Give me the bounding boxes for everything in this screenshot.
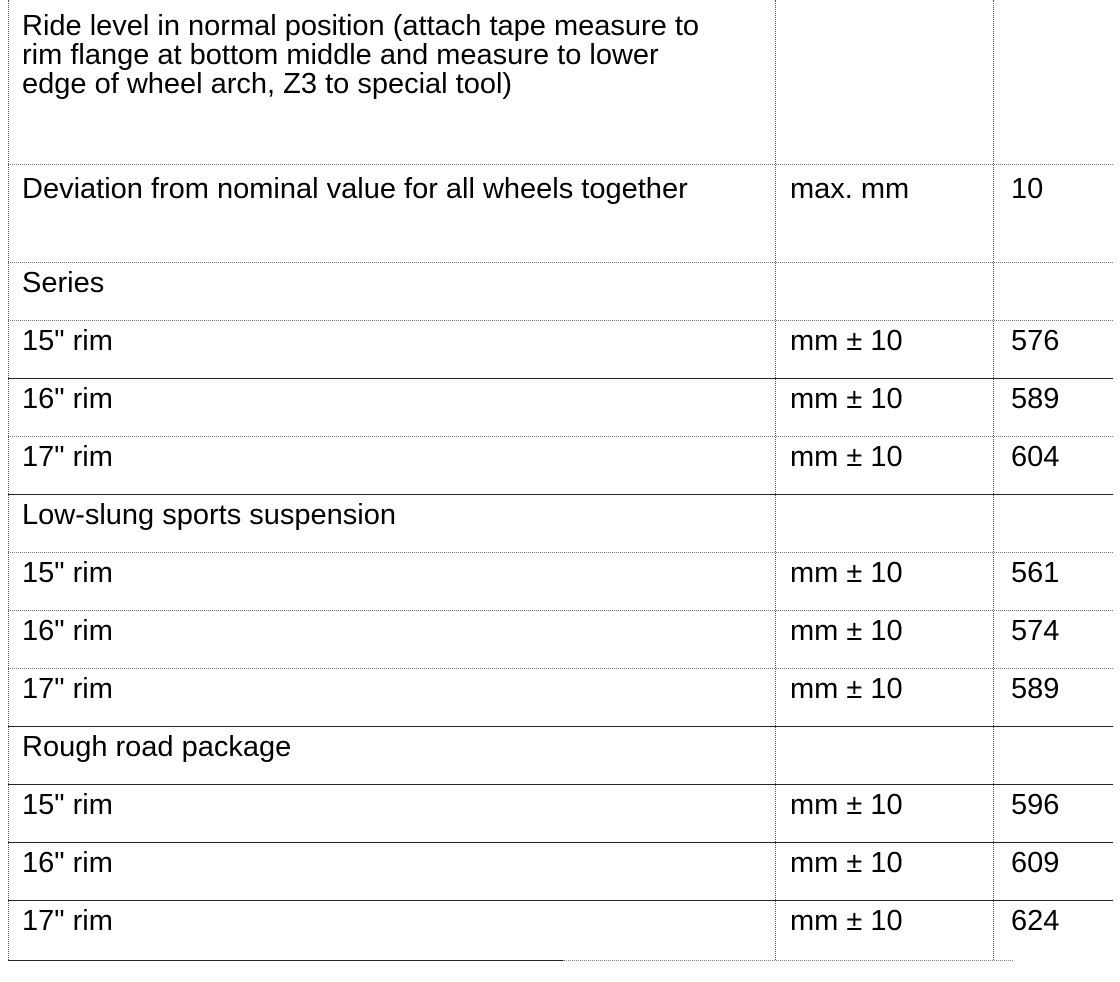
low-slung-heading: Low-slung sports suspension	[22, 499, 396, 531]
section-heading-low-slung	[8, 494, 1113, 550]
tolerance-unit: mm ± 10	[790, 905, 903, 937]
ride-height-value: 589	[1011, 673, 1060, 705]
tolerance-unit: mm ± 10	[790, 557, 903, 589]
rim-size: 17" rim	[22, 905, 113, 937]
deviation-description: Deviation from nominal value for all wheels together	[22, 173, 688, 205]
table-row	[8, 378, 1113, 434]
rim-size: 15" rim	[22, 325, 113, 357]
ride-level-description: Ride level in normal position (attach tape measure to rim flange at bottom middle and measure to lower edge of wheel arch, Z3 to special tool)	[22, 10, 700, 100]
tolerance-unit: mm ± 10	[790, 847, 903, 879]
ride-height-value: 576	[1011, 325, 1060, 357]
table-row	[8, 552, 1113, 608]
ride-height-value: 574	[1011, 615, 1060, 647]
rim-size: 15" rim	[22, 789, 113, 821]
rim-size: 15" rim	[22, 557, 113, 589]
table-row-ride-level-intro	[8, 8, 1113, 162]
rim-size: 16" rim	[22, 383, 113, 415]
rim-size: 16" rim	[22, 847, 113, 879]
ride-height-value: 609	[1011, 847, 1060, 879]
ride-height-value: 589	[1011, 383, 1060, 415]
rim-size: 17" rim	[22, 441, 113, 473]
tolerance-unit: mm ± 10	[790, 615, 903, 647]
tolerance-unit: mm ± 10	[790, 325, 903, 357]
ride-height-value: 596	[1011, 789, 1060, 821]
section-heading-rough-road	[8, 726, 1113, 782]
table-row	[8, 436, 1113, 492]
rim-size: 16" rim	[22, 615, 113, 647]
table-row	[8, 900, 1113, 958]
section-heading-series	[8, 262, 1113, 318]
rim-size: 17" rim	[22, 673, 113, 705]
table-bottom-border	[8, 960, 563, 961]
ride-height-value: 604	[1011, 441, 1060, 473]
tolerance-unit: mm ± 10	[790, 441, 903, 473]
table-row	[8, 320, 1113, 376]
tolerance-unit: mm ± 10	[790, 673, 903, 705]
ride-height-value: 624	[1011, 905, 1060, 937]
deviation-unit: max. mm	[790, 173, 910, 205]
table-row	[8, 610, 1113, 666]
table-row	[8, 668, 1113, 724]
table-row	[8, 842, 1113, 898]
tolerance-unit: mm ± 10	[790, 383, 903, 415]
series-heading: Series	[22, 267, 105, 299]
table-bottom-border-dotted	[563, 960, 1013, 961]
tolerance-unit: mm ± 10	[790, 789, 903, 821]
table-row-deviation	[8, 164, 1113, 260]
rough-road-heading: Rough road package	[22, 731, 292, 763]
deviation-value: 10	[1011, 173, 1044, 205]
table-row	[8, 784, 1113, 840]
ride-height-value: 561	[1011, 557, 1060, 589]
